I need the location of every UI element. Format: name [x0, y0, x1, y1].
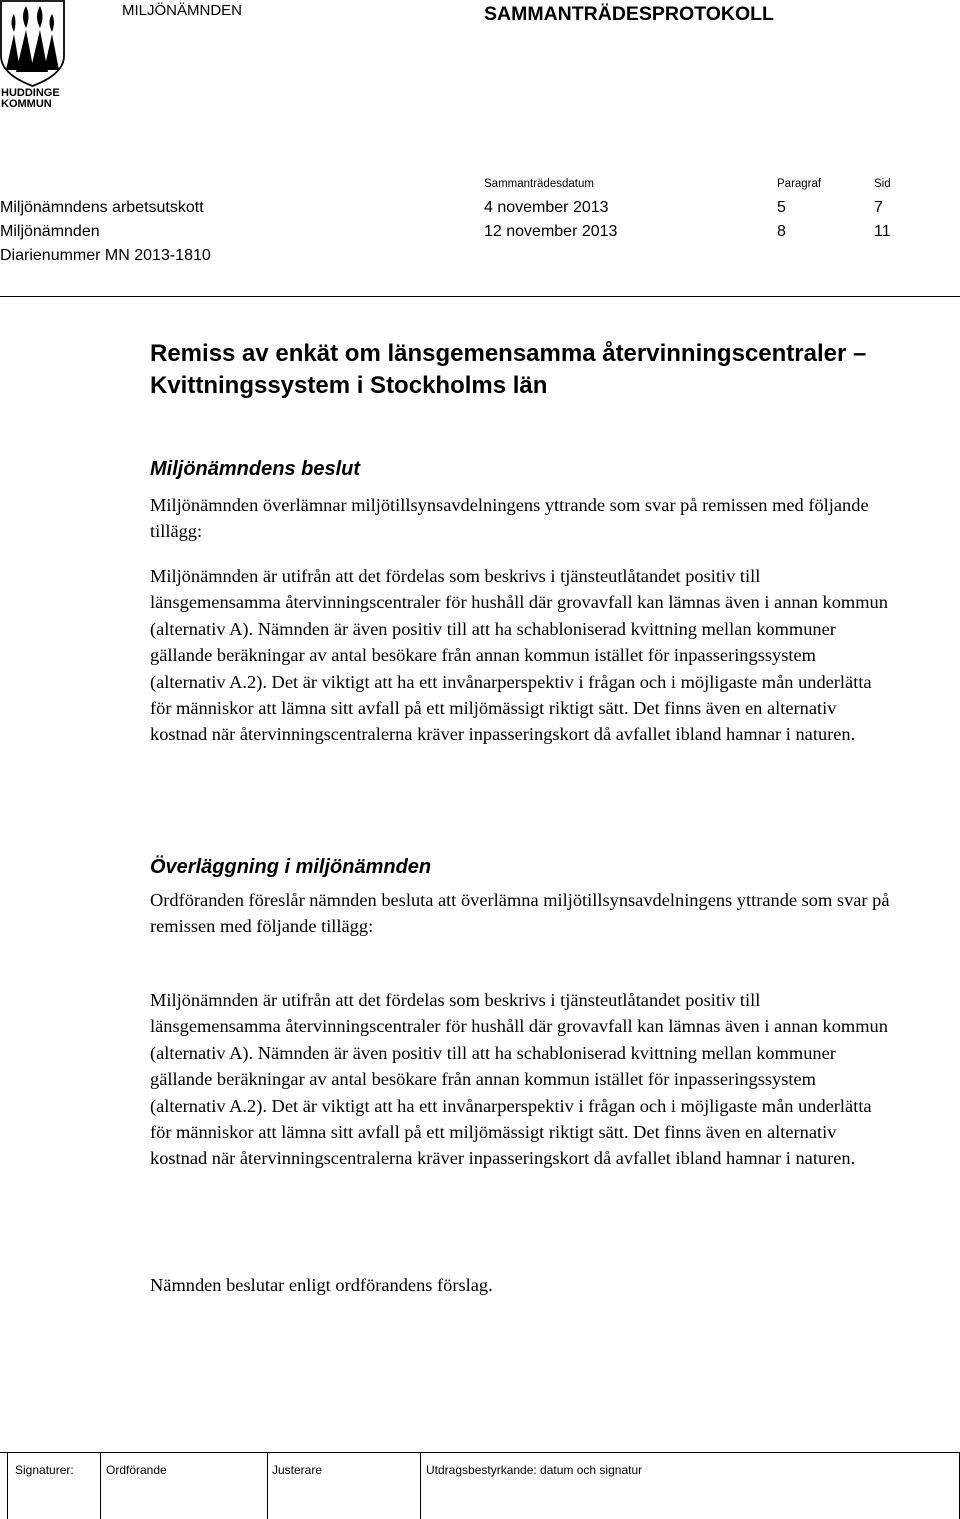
footer-col-divider — [100, 1453, 101, 1519]
meeting-body: Miljönämnden — [0, 223, 100, 240]
column-header-date: Sammanträdesdatum — [484, 178, 594, 190]
huddinge-kommun-logo — [0, 0, 66, 108]
decision-paragraph-2: Miljönämnden är utifrån att det fördelas som beskrivs i tjänsteutlåtandet positiv till länsgemensamma återvinningscentraler för hushåll där grovavfall kan lämnas även i annan kommun (alternativ A). Nämnden är även positiv till att ha schabloniserad kvittning mellan kommuner gällande beräkningar av antal besökare från annan kommun istället för inpasseringssystem (alternativ A.2). Det är viktigt att ha ett invånarperspektiv i frågan och i möjligaste mån underlätta för människor att lämna sitt avfall på ett miljömässigt riktigt sätt. Det finns även en alternativ kostnad när återvinningscentralerna kräver inpasseringskort då avfallet ibland hamnar i naturen. — [150, 566, 888, 745]
deliberation-paragraph-1: Ordföranden föreslår nämnden besluta att överlämna miljötillsynsavdelningens yttrande som svar på remissen med följande tillägg: — [150, 890, 890, 937]
document-type: SAMMANTRÄDESPROTOKOLL — [484, 3, 774, 25]
footer-col-divider — [7, 1453, 8, 1519]
section-heading-deliberation: Överläggning i miljönämnden — [150, 856, 432, 878]
decision-paragraph-1: Miljönämnden överlämnar miljötillsynsavdelningens yttrande som svar på remissen med följande tillägg: — [150, 495, 869, 542]
meeting-paragraph: 8 — [777, 223, 786, 240]
deliberation-paragraph-2: Miljönämnden är utifrån att det fördelas som beskrivs i tjänsteutlåtandet positiv till länsgemensamma återvinningscentraler för hushåll där grovavfall kan lämnas även i annan kommun (alternativ A). Nämnden är även positiv till att ha schabloniserad kvittning mellan kommuner gällande beräkningar av antal besökare från annan kommun istället för inpasseringssystem (alternativ A.2). Det är viktigt att ha ett invånarperspektiv i frågan och i möjligaste mån underlätta för människor att lämna sitt avfall på ett miljömässigt riktigt sätt. Det finns även en alternativ kostnad när återvinningscentralerna kräver inpasseringskort då avfallet ibland hamnar i naturen. — [150, 990, 888, 1169]
footer-col-divider — [267, 1453, 268, 1519]
extract-signature-label: Utdragsbestyrkande: datum och signatur — [426, 1463, 643, 1477]
column-header-page: Sid — [874, 178, 891, 190]
meeting-date: 12 november 2013 — [484, 223, 618, 240]
signatures-label: Signaturer: — [15, 1463, 74, 1477]
chair-signature-label: Ordförande — [106, 1463, 167, 1477]
logo-line-1: HUDDINGE — [1, 87, 60, 99]
footer-col-divider — [420, 1453, 421, 1519]
section-heading-decision: Miljönämndens beslut — [150, 458, 361, 480]
page-title: Remiss av enkät om länsgemensamma återvinningscentraler – Kvittningssystem i Stockholms län — [150, 340, 867, 399]
meeting-page: 11 — [874, 223, 891, 240]
meeting-paragraph: 5 — [777, 199, 786, 216]
column-header-paragraph: Paragraf — [777, 178, 822, 190]
deliberation-paragraph-3: Nämnden beslutar enligt ordförandens förslag. — [150, 1275, 493, 1295]
coat-of-arms-icon — [0, 0, 66, 108]
meeting-date: 4 november 2013 — [484, 199, 609, 216]
meeting-page: 7 — [874, 199, 883, 216]
signature-footer — [0, 1452, 960, 1519]
organization-label: MILJÖNÄMNDEN — [122, 2, 243, 19]
diary-number: Diarienummer MN 2013-1810 — [0, 247, 211, 264]
meeting-body: Miljönämndens arbetsutskott — [0, 199, 204, 216]
adjuster-signature-label: Justerare — [272, 1463, 323, 1477]
header-divider — [0, 296, 960, 297]
logo-line-2: KOMMUN — [1, 98, 52, 108]
